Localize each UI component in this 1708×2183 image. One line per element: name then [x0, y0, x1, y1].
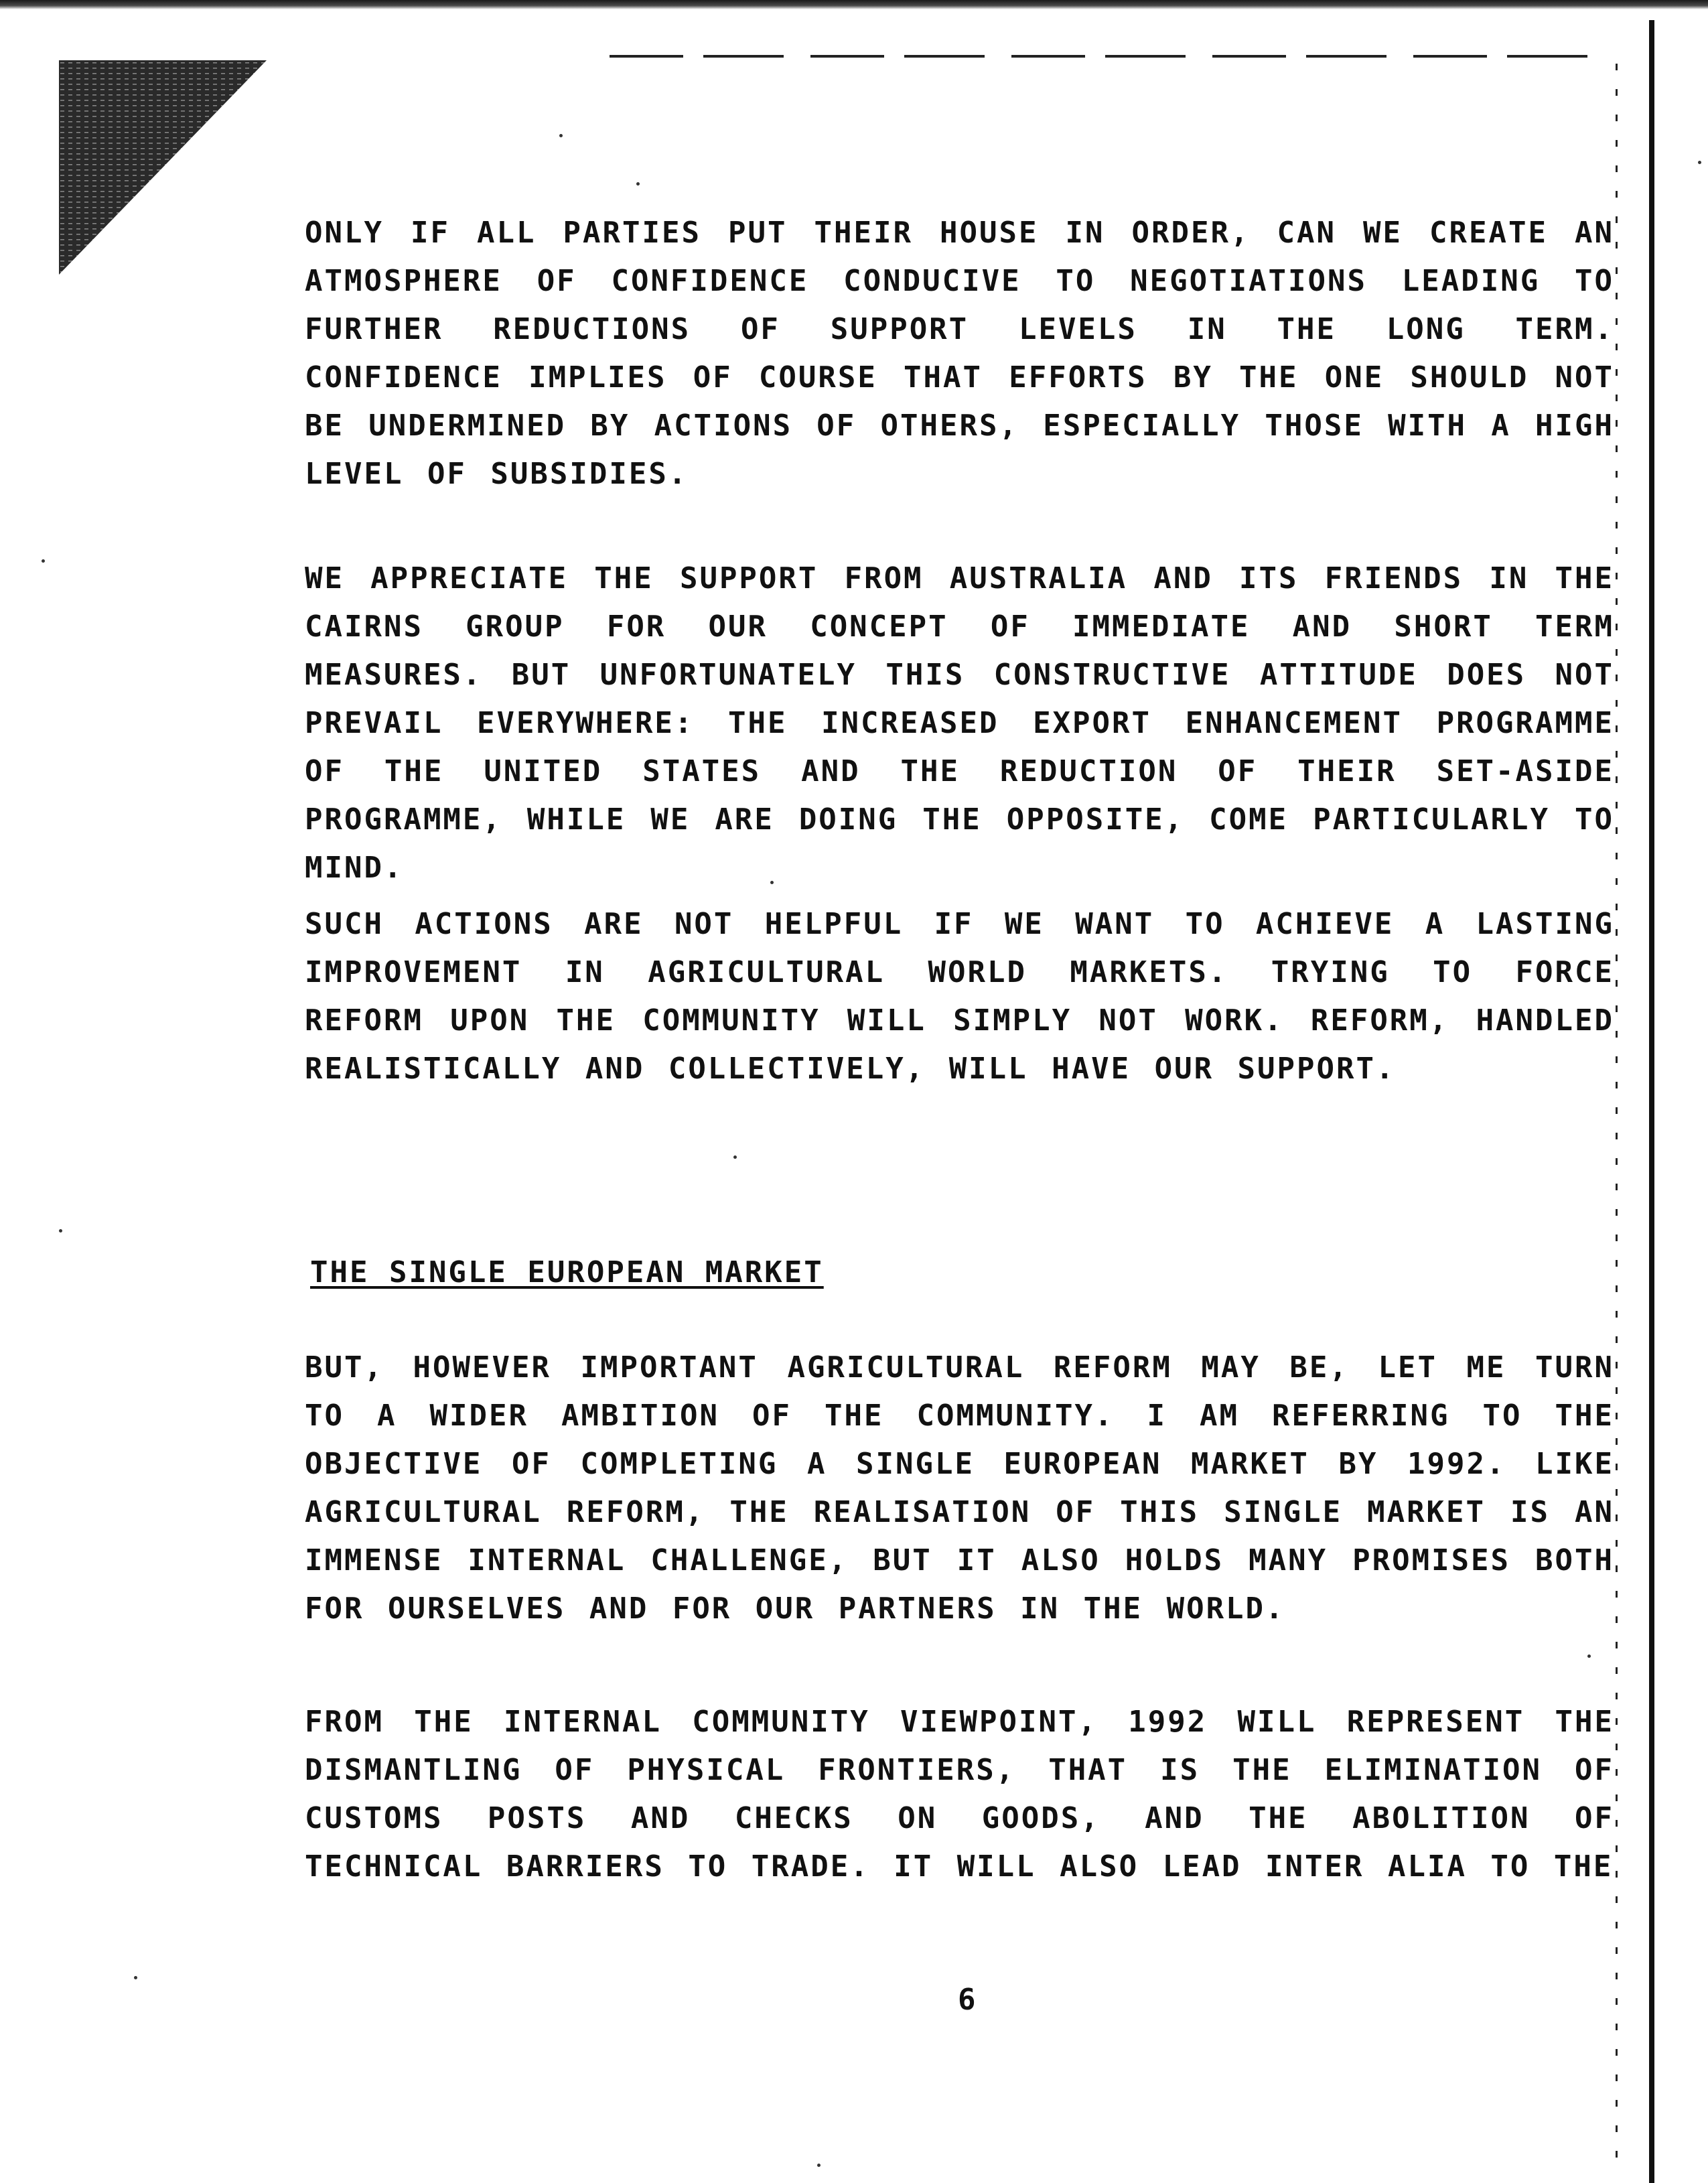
paragraph-cairns-group: WE APPRECIATE THE SUPPORT FROM AUSTRALIA AND ITS FRIENDS IN THE CAIRNS GROUP FOR OUR CONCEPT OF IMMEDIATE AND SHORT TERM MEASURES. BUT UNFORTUNATELY THIS CONSTRUCTIVE ATTITUDE DOES NOT PREVAIL EVERYWHERE: THE INCREASED EXPORT ENHANCEMENT PROGRAMME OF THE UNITED STATES AND THE REDUCTION OF THEIR SET-ASIDE PROGRAMME, WHILE WE ARE DOING THE OPPOSITE, COME PARTICULARLY TO MIND. [305, 561, 1614, 885]
scan-speck [42, 559, 45, 563]
scan-margin-marks [1616, 64, 1618, 2174]
paragraph-single-market: BUT, HOWEVER IMPORTANT AGRICULTURAL REFORM MAY BE, LET ME TURN TO A WIDER AMBITION OF THE COMMUNITY. I AM REFERRING TO THE OBJECTIVE OF COMPLETING A SINGLE EUROPEAN MARKET BY 1992. LIKE AGRICULTURAL REFORM, THE REALISATION OF THIS SINGLE MARKET IS AN IMMENSE INTERNAL CHALLENGE, BUT IT ALSO HOLDS MANY PROMISES BOTH FOR OURSELVES AND FOR OUR PARTNERS IN THE WORLD. [305, 1350, 1614, 1626]
scan-speck [559, 134, 563, 137]
page-number: 6 [958, 1983, 976, 2017]
scan-right-edge [1649, 20, 1654, 2183]
scan-speck [770, 881, 774, 884]
scan-speck [59, 1229, 62, 1233]
paragraph-internal-viewpoint: FROM THE INTERNAL COMMUNITY VIEWPOINT, 1992 WILL REPRESENT THE DISMANTLING OF PHYSICAL FRONTIERS, THAT IS THE ELIMINATION OF CUSTOMS POSTS AND CHECKS ON GOODS, AND THE ABOLITION OF TECHNICAL BARRIERS TO TRADE. IT WILL ALSO LEAD INTER ALIA TO THE [305, 1705, 1614, 1884]
paragraph-reform-support: SUCH ACTIONS ARE NOT HELPFUL IF WE WANT TO ACHIEVE A LASTING IMPROVEMENT IN AGRICULTURAL WORLD MARKETS. TRYING TO FORCE REFORM UPON THE COMMUNITY WILL SIMPLY NOT WORK. REFORM, HANDLED REALISTICALLY AND COLLECTIVELY, WILL HAVE OUR SUPPORT. [305, 907, 1614, 1086]
scan-speck [134, 1976, 137, 1979]
scan-speck [1587, 1654, 1591, 1658]
scan-speck [733, 1155, 737, 1159]
scan-speck [817, 2164, 821, 2167]
paragraph-confidence: ONLY IF ALL PARTIES PUT THEIR HOUSE IN ORDER, CAN WE CREATE AN ATMOSPHERE OF CONFIDENCE CONDUCIVE TO NEGOTIATIONS LEADING TO FURTHER REDUCTIONS OF SUPPORT LEVELS IN THE LONG TERM. CONFIDENCE IMPLIES OF COURSE THAT EFFORTS BY THE ONE SHOULD NOT BE UNDERMINED BY ACTIONS OF OTHERS, ESPECIALLY THOSE WITH A HIGH LEVEL OF SUBSIDIES. [305, 216, 1614, 491]
corner-triangle-mark [59, 60, 267, 275]
section-heading: THE SINGLE EUROPEAN MARKET [310, 1255, 824, 1289]
scan-top-edge [0, 0, 1708, 9]
top-dashed-rule [610, 55, 1614, 58]
scan-speck [1698, 161, 1701, 164]
scan-speck [636, 182, 640, 186]
